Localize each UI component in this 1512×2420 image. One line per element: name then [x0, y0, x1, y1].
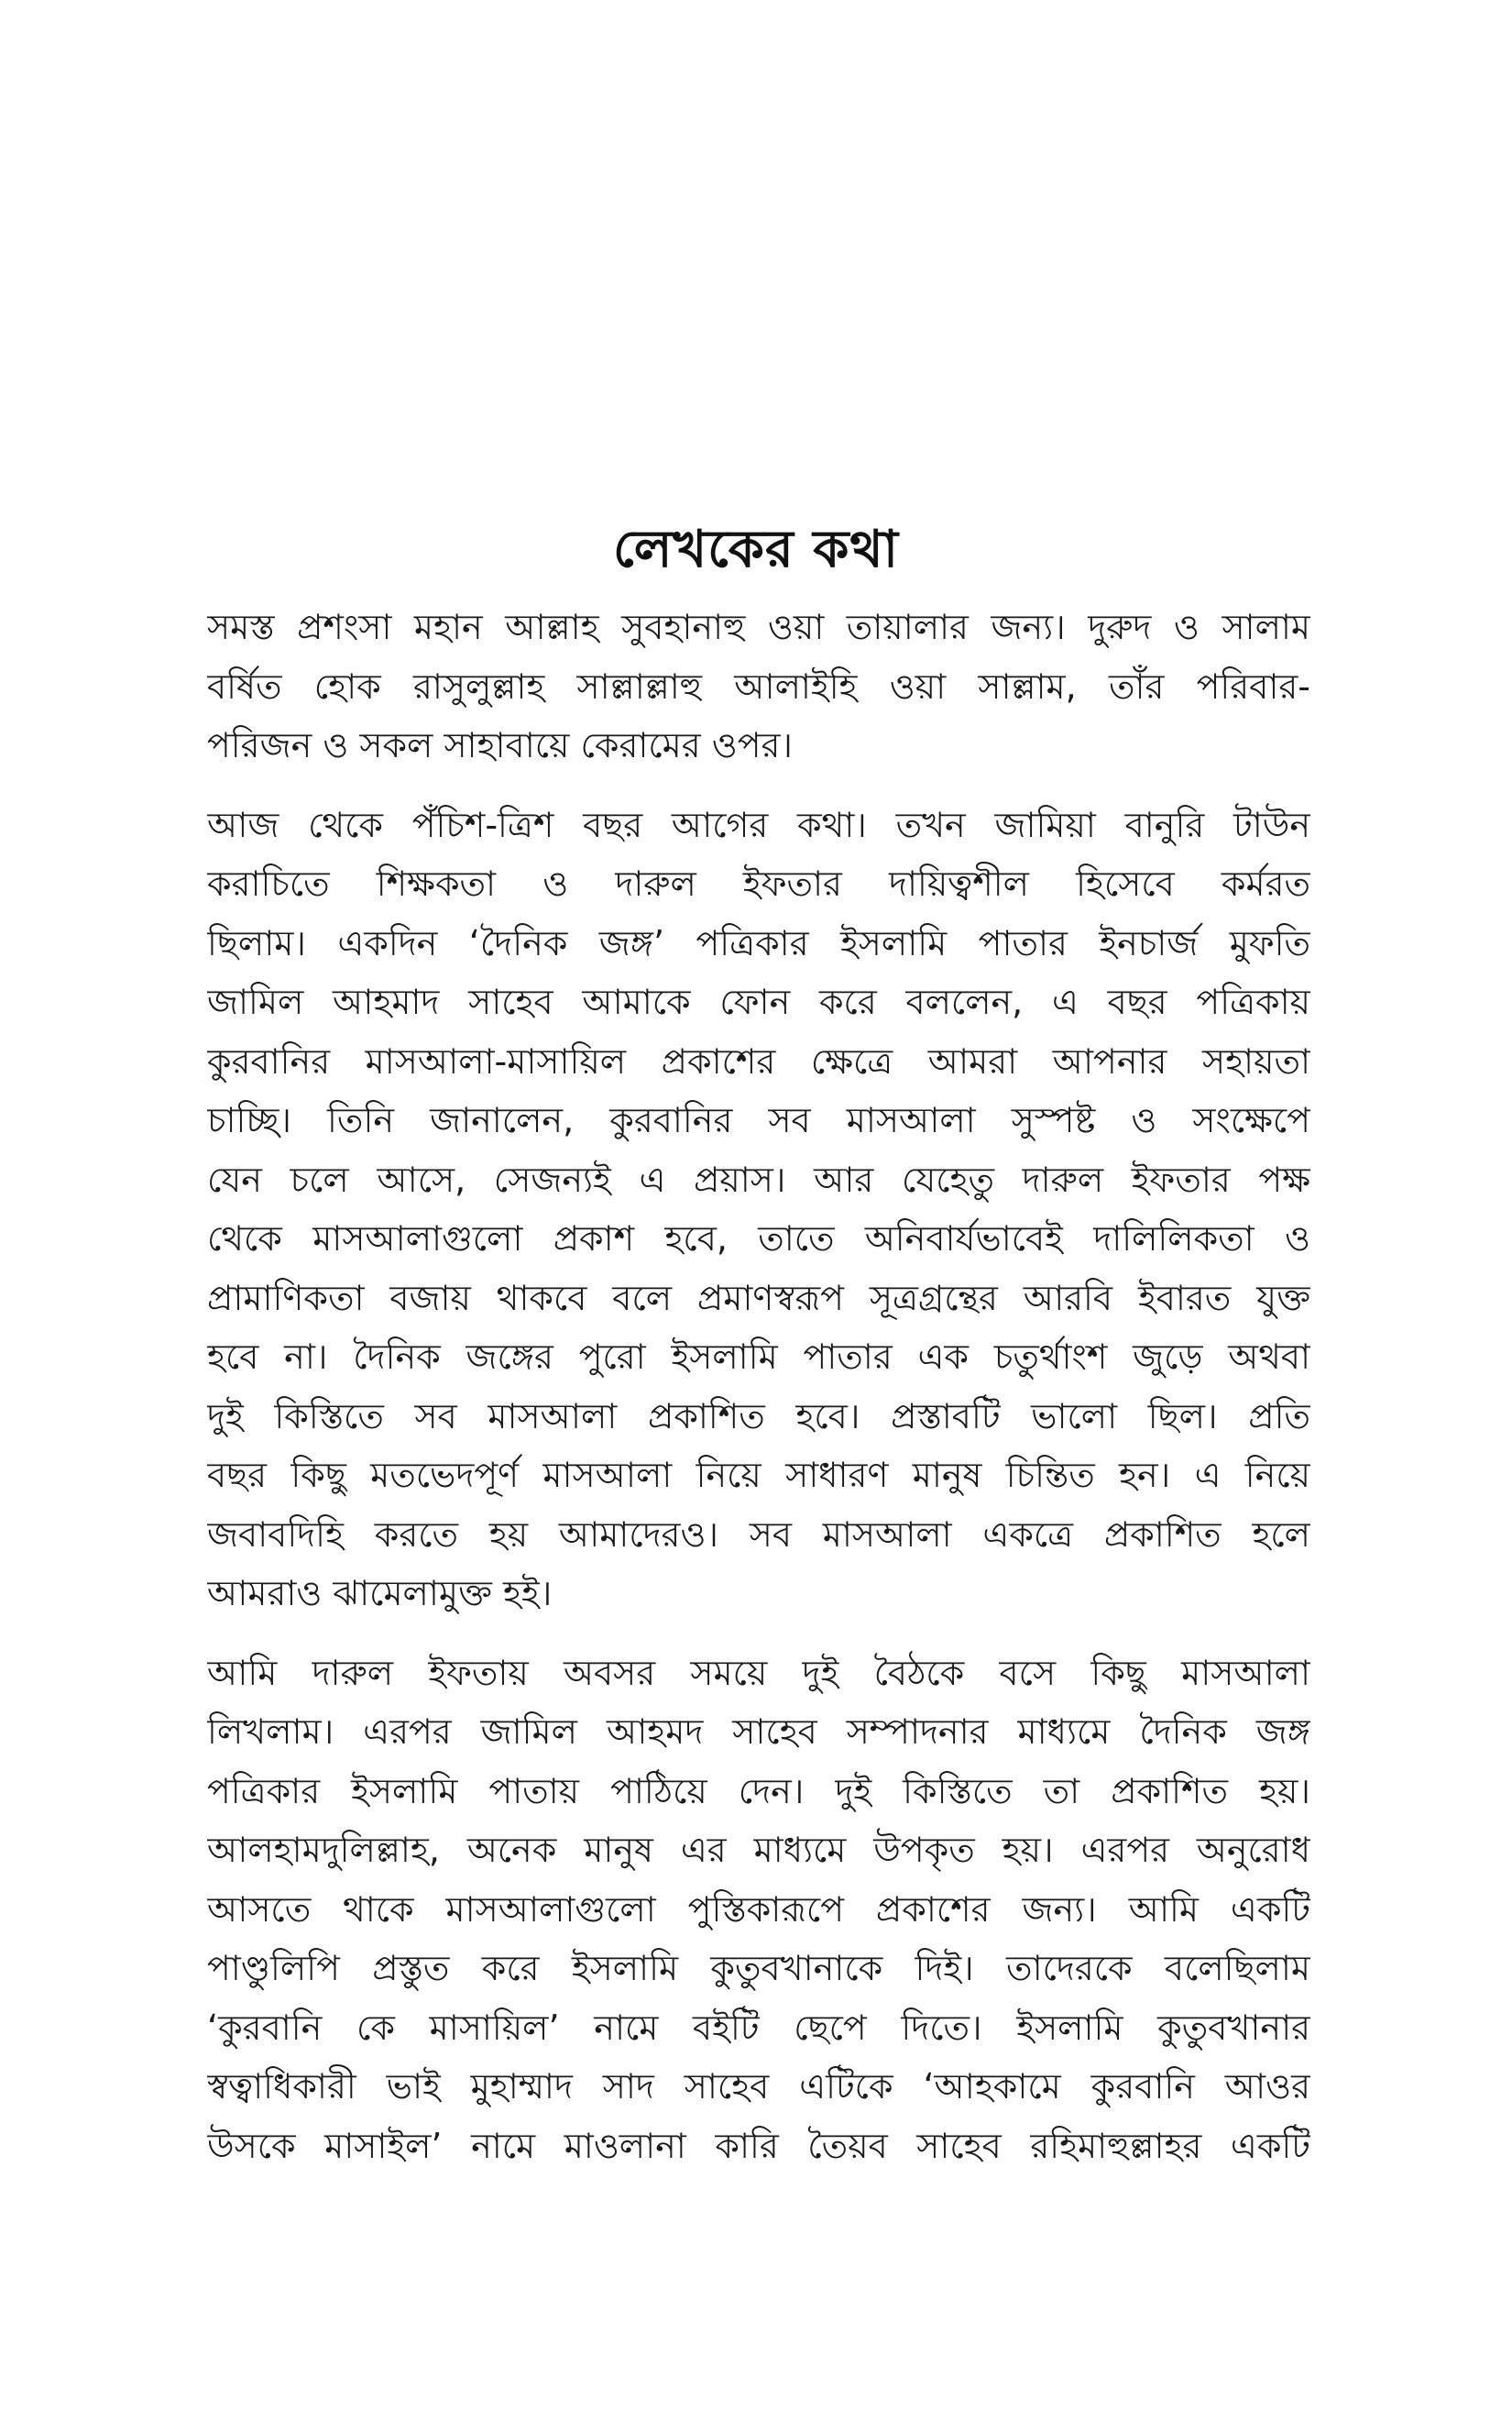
text-line: ছিলাম। একদিন ‘দৈনিক জঙ্গ’ পত্রিকার ইসলামি পাতার ইনচার্জ মুফতি	[207, 922, 1310, 963]
text-line: পাণ্ডুলিপি প্রস্তুত করে ইসলামি কুতুবখানাকে দিই। তাদেরকে বলেছিলাম	[207, 1948, 1310, 1988]
text-line: জামিল আহমাদ সাহেব আমাকে ফোন করে বললেন, এ বছর পত্রিকায়	[207, 982, 1310, 1022]
text-line: প্রামাণিকতা বজায় থাকবে বলে প্রমাণস্বরূপ সূত্রগ্রন্থের আরবি ইবারত যুক্ত	[207, 1277, 1310, 1318]
text-line: পত্রিকার ইসলামি পাতায় পাঠিয়ে দেন। দুই কিস্তিতে তা প্রকাশিত হয়।	[207, 1770, 1310, 1811]
text-line: লিখলাম। এরপর জামিল আহমদ সাহেব সম্পাদনার মাধ্যমে দৈনিক জঙ্গ	[207, 1711, 1310, 1752]
page-title: লেখকের কথা	[613, 520, 899, 579]
text-line: দুই কিস্তিতে সব মাসআলা প্রকাশিত হবে। প্রস্তাবটি ভালো ছিল। প্রতি	[207, 1395, 1310, 1436]
text-line: উসকে মাসাইল’ নামে মাওলানা কারি তৈয়ব সাহেব রহিমাহুল্লাহর একটি	[207, 2125, 1310, 2166]
text-line: বর্ষিত হোক রাসুলুল্লাহ সাল্লাল্লাহু আলাইহি ওয়া সাল্লাম, তাঁর পরিবার-	[207, 666, 1310, 707]
text-line: ‘কুরবানি কে মাসায়িল’ নামে বইটি ছেপে দিতে। ইসলামি কুতুবখানার	[207, 2007, 1310, 2048]
body-text	[207, 598, 1310, 2195]
paragraph-3	[207, 1644, 1310, 2176]
text-line: বছর কিছু মতভেদপূর্ণ মাসআলা নিয়ে সাধারণ মানুষ চিন্তিত হন। এ নিয়ে	[207, 1455, 1310, 1495]
text-line: থেকে মাসআলাগুলো প্রকাশ হবে, তাতে অনিবার্যভাবেই দালিলিকতা ও	[207, 1218, 1310, 1259]
text-line: চাচ্ছি। তিনি জানালেন, কুরবানির সব মাসআলা সুস্পষ্ট ও সংক্ষেপে	[207, 1100, 1310, 1140]
paragraph-2	[207, 796, 1310, 1623]
text-line: সমস্ত প্রশংসা মহান আল্লাহ সুবহানাহু ওয়া তায়ালার জন্য। দুরুদ ও সালাম	[207, 607, 1310, 647]
text-line: কুরবানির মাসআলা-মাসায়িল প্রকাশের ক্ষেত্রে আমরা আপনার সহায়তা	[207, 1040, 1310, 1082]
text-line: আজ থেকে পঁচিশ-ত্রিশ বছর আগের কথা। তখন জামিয়া বানুরি টাউন	[207, 804, 1310, 845]
text-line: আমি দারুল ইফতায় অবসর সময়ে দুই বৈঠকে বসে কিছু মাসআলা	[207, 1652, 1310, 1693]
paragraph-1	[207, 598, 1310, 776]
text-line: হবে না। দৈনিক জঙ্গের পুরো ইসলামি পাতার এক চতুর্থাংশ জুড়ে অথবা	[207, 1336, 1310, 1377]
text-line: করাচিতে শিক্ষকতা ও দারুল ইফতার দায়িত্বশীল হিসেবে কর্মরত	[207, 864, 1310, 904]
text-line: পরিজন ও সকল সাহাবায়ে কেরামের ওপর।	[207, 725, 793, 765]
text-line: আমরাও ঝামেলামুক্ত হই।	[207, 1573, 553, 1613]
text-line: যেন চলে আসে, সেজন্যই এ প্রয়াস। আর যেহেতু দারুল ইফতার পক্ষ	[207, 1159, 1310, 1200]
text-line: আলহামদুলিল্লাহ, অনেক মানুষ এর মাধ্যমে উপকৃত হয়। এরপর অনুরোধ	[207, 1830, 1310, 1870]
text-line: স্বত্বাধিকারী ভাই মুহাম্মাদ সাদ সাহেব এটিকে ‘আহকামে কুরবানি আওর	[207, 2066, 1310, 2106]
text-line: জবাবদিহি করতে হয় আমাদেরও। সব মাসআলা একত্রে প্রকাশিত হলে	[207, 1513, 1310, 1555]
text-line: আসতে থাকে মাসআলাগুলো পুস্তিকারূপে প্রকাশের জন্য। আমি একটি	[207, 1888, 1310, 1930]
